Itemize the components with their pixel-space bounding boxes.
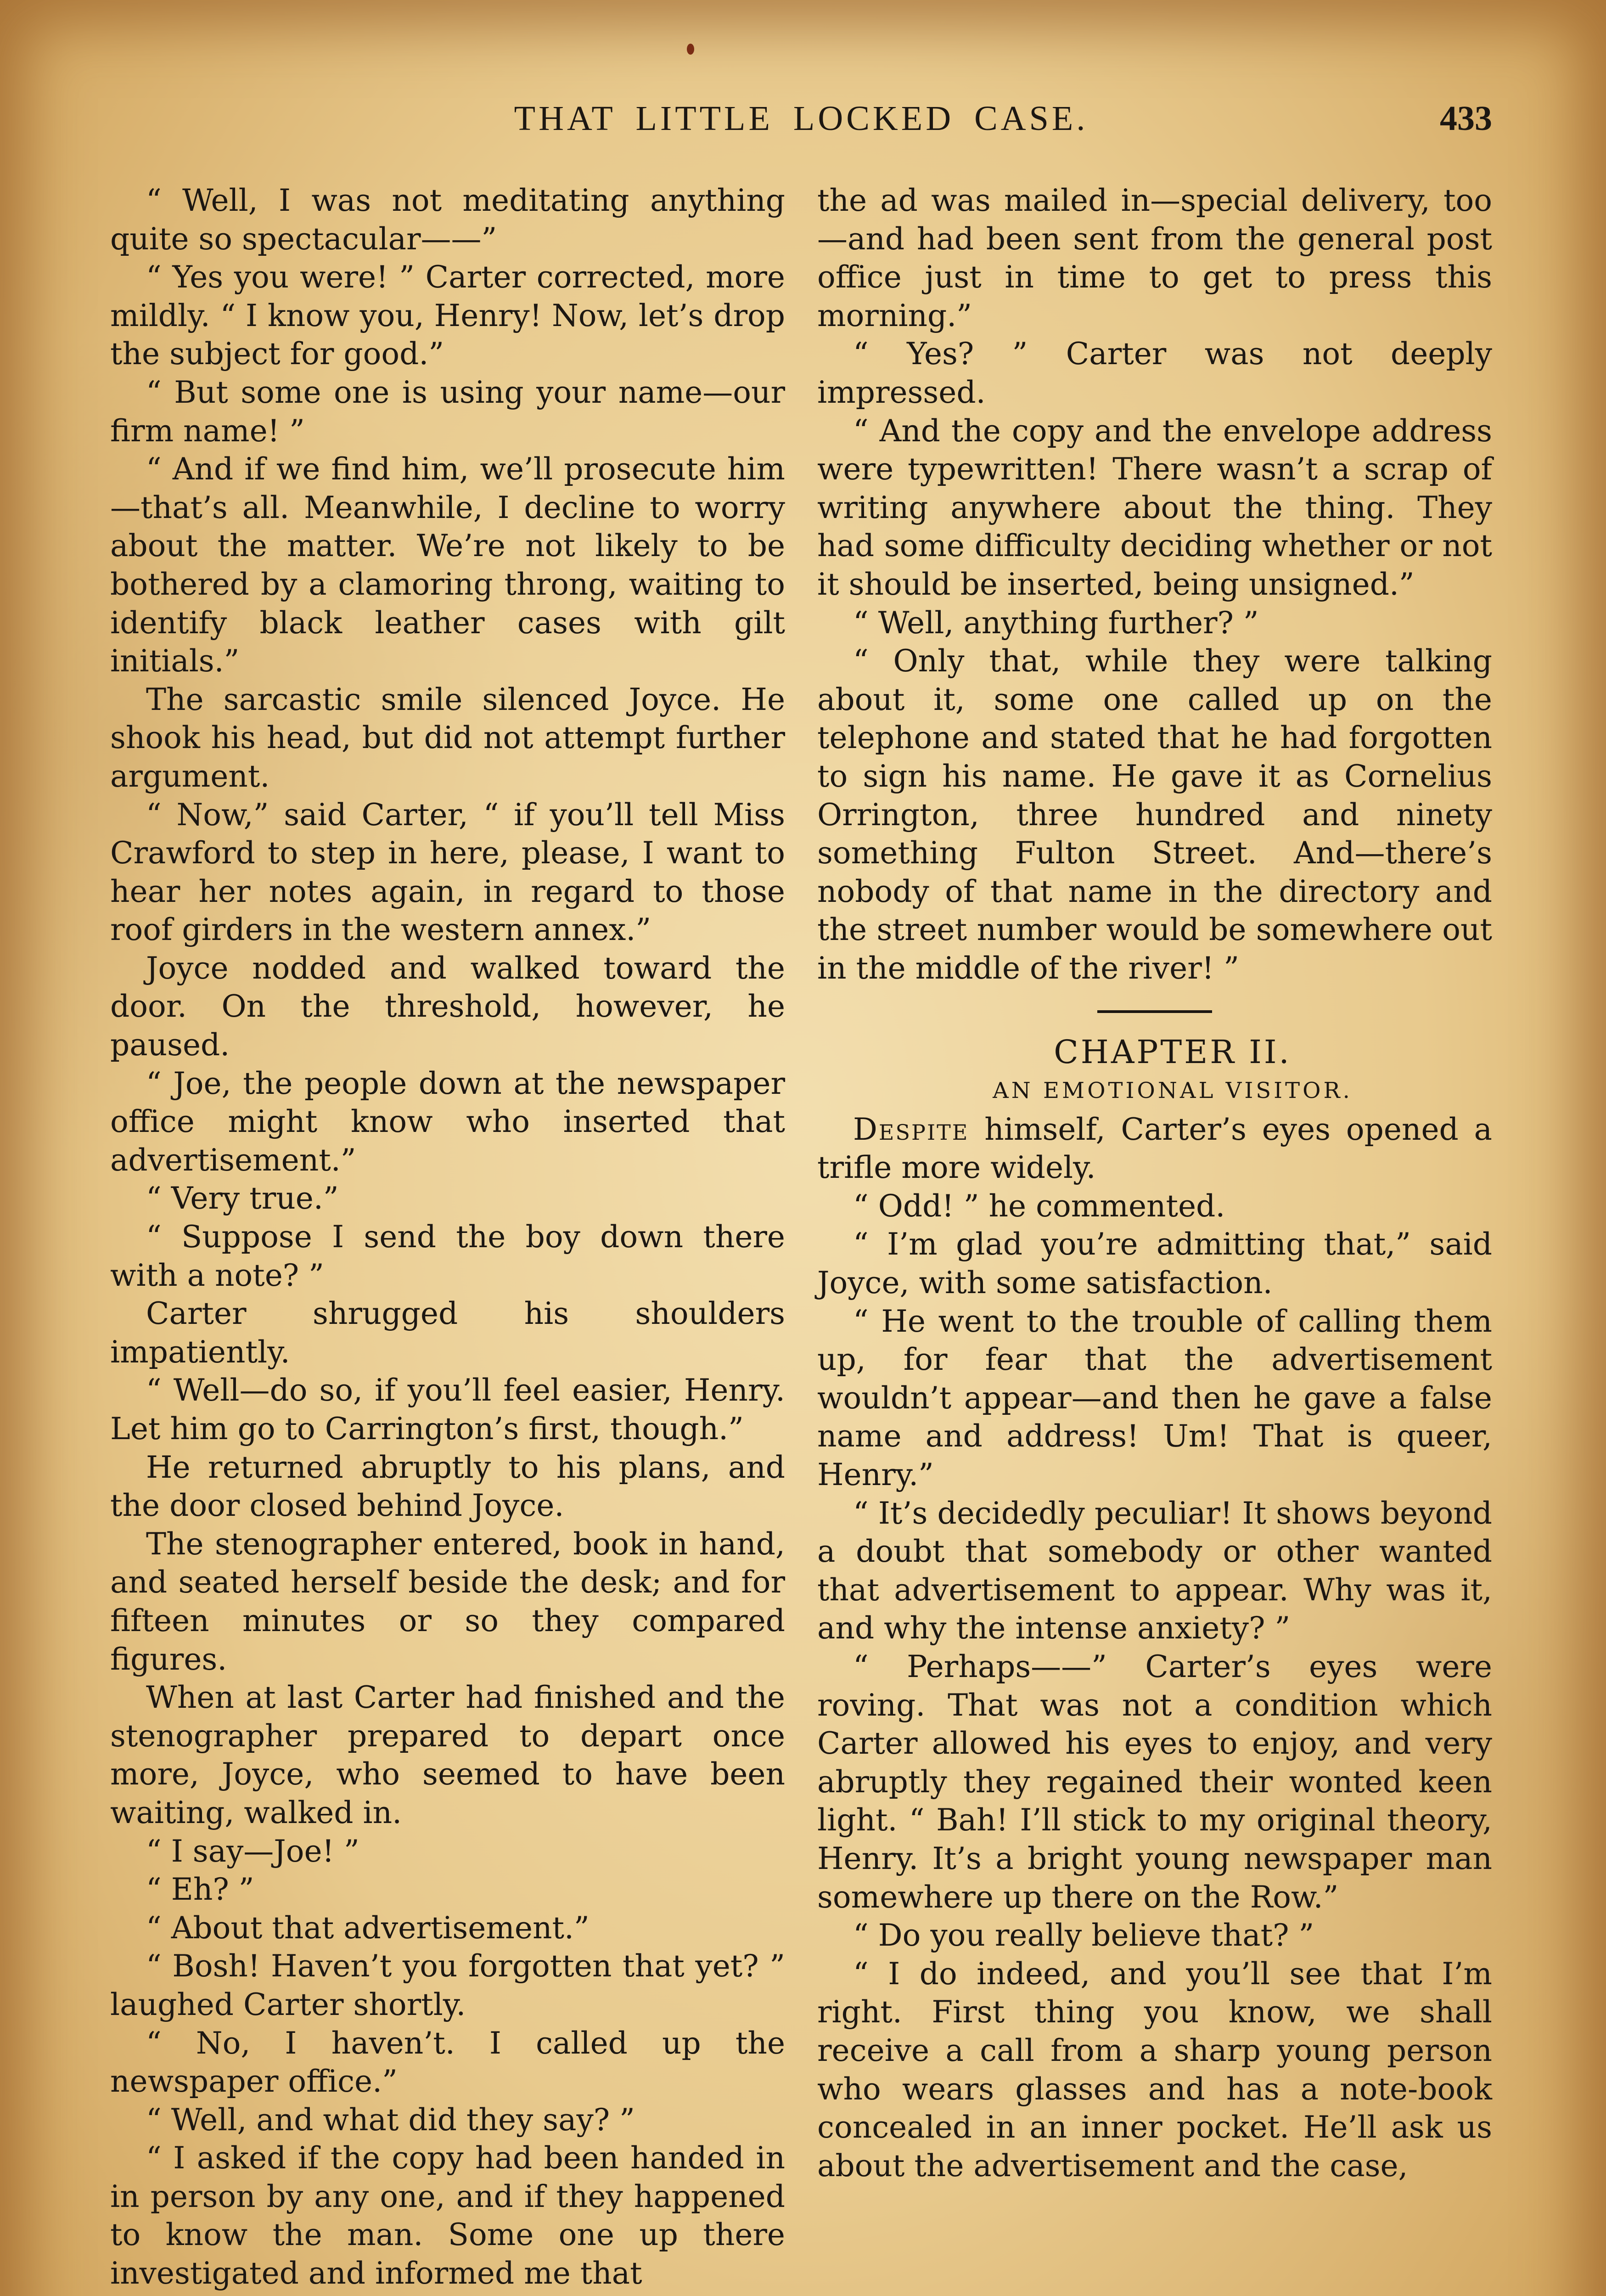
paragraph: “ Well, I was not meditating anything quite so spectacular——”	[110, 183, 785, 257]
paragraph: “ Bosh! Haven’t you forgotten that yet? ” laughed Carter shortly.	[110, 1948, 785, 2022]
chapter-opening-paragraph	[817, 1110, 1492, 1187]
paragraph: “ Now,” said Carter, “ if you’ll tell Miss Crawford to step in here, please, I want to hear her notes again, in regard to those roof girders in the western annex.”	[110, 797, 785, 948]
paragraph: “ Suppose I send the boy down there with a note? ”	[110, 1219, 785, 1293]
opening-word: Despite	[853, 1111, 969, 1147]
paragraph: The stenographer entered, book in hand, and seated herself beside the desk; and for fifteen minutes or so they compared figures.	[110, 1526, 785, 1677]
paragraph: “ Perhaps——” Carter’s eyes were roving. That was not a condition which Carter allowed his eyes to enjoy, and very abruptly they regained their wonted keen light. “ Bah! I’ll stick to my original theory, Henry. It’s a bright young newspaper man somewhere up there on the Row.”	[817, 1649, 1492, 1915]
paragraph: “ It’s decidedly peculiar! It shows beyond a doubt that somebody or other wanted that advertisement to appear. Why was it, and why the intense anxiety? ”	[817, 1495, 1492, 1646]
paragraph: “ And if we find him, we’ll prosecute him—that’s all. Meanwhile, I decline to worry about the matter. We’re not likely to be bothered by a clamoring throng, waiting to identify black leather cases with gilt initials.”	[110, 451, 785, 679]
paragraph: “ I’m glad you’re admitting that,” said Joyce, with some satisfaction.	[817, 1227, 1492, 1301]
paragraph: “ Do you really believe that? ”	[853, 1918, 1314, 1953]
paragraph: “ I asked if the copy had been handed in in person by any one, and if they happened to know the man. Some one up there investigated and informed me that	[110, 2140, 785, 2291]
left-column	[110, 181, 785, 2293]
page-header	[110, 99, 1492, 154]
paragraph: “ But some one is using your name—our firm name! ”	[110, 374, 785, 449]
paragraph: “ He went to the trouble of calling them up, for fear that the advertisement wouldn’t appear—and then he gave a false name and address! Um! That is queer, Henry.”	[817, 1303, 1492, 1492]
paragraph: Joyce nodded and walked toward the door. On the threshold, however, he paused.	[110, 950, 785, 1063]
paragraph: “ I do indeed, and you’ll see that I’m right. First thing you know, we shall receive a call from a sharp young person who wears glasses and has a note-book concealed in an inner pocket. He’ll ask us about the advertisement and the case,	[817, 1956, 1492, 2183]
chapter-subtitle: AN EMOTIONAL VISITOR.	[993, 1078, 1353, 1104]
paragraph: “ Yes? ” Carter was not deeply impressed.	[817, 336, 1492, 410]
paragraph: Carter shrugged his shoulders impatiently.	[110, 1296, 785, 1370]
paragraph: “ Odd! ” he commented.	[853, 1188, 1225, 1224]
paragraph: “ Well—do so, if you’ll feel easier, Henry. Let him go to Carrington’s first, though.”	[110, 1373, 785, 1446]
paragraph: The sarcastic smile silenced Joyce. He shook his head, but did not attempt further argument.	[110, 681, 785, 794]
paragraph: He returned abruptly to his plans, and the door closed behind Joyce.	[110, 1449, 785, 1524]
right-column	[817, 181, 1492, 2185]
paragraph: “ And the copy and the envelope address were typewritten! There wasn’t a scrap of writing anywhere about the thing. They had some difficulty deciding whether or not it should be inserted, being unsigned.”	[817, 413, 1492, 602]
section-divider	[1097, 1010, 1212, 1013]
opening-text: himself, Carter’s eyes opened a trifle more widely.	[817, 1111, 1492, 1186]
paragraph: “ Well, and what did they say? ”	[146, 2102, 635, 2138]
running-title: THAT LITTLE LOCKED CASE.	[514, 99, 1089, 138]
paragraph: “ Very true.”	[146, 1181, 339, 1216]
paragraph: “ No, I haven’t. I called up the newspaper office.”	[110, 2025, 785, 2099]
paragraph: “ I say—Joe! ”	[146, 1833, 359, 1869]
paragraph-continued: the ad was mailed in—special delivery, too—and had been sent from the general post office just in time to get to press this morning.”	[817, 183, 1492, 333]
page-number: 433	[1440, 99, 1492, 138]
paragraph: “ Yes you were! ” Carter corrected, more mildly. “ I know you, Henry! Now, let’s drop the subject for good.”	[110, 259, 785, 372]
paragraph: “ About that advertisement.”	[146, 1910, 590, 1946]
paragraph: “ Well, anything further? ”	[853, 605, 1259, 641]
chapter-heading: CHAPTER II.	[1054, 1033, 1292, 1071]
paragraph: “ Eh? ”	[146, 1872, 254, 1908]
paragraph: “ Only that, while they were talking about it, some one called up on the telephone and stated that he had forgotten to sign his name. He gave it as Cornelius Orrington, three hundred and ninety something Fulton Street. And—there’s nobody of that name in the directory and the street number would be somewhere out in the middle of the river! ”	[817, 643, 1492, 986]
paragraph: “ Joe, the people down at the newspaper office might know who inserted that advertisement.”	[110, 1065, 785, 1178]
ink-spot	[687, 44, 694, 55]
paragraph: When at last Carter had finished and the stenographer prepared to depart once more, Joyce, who seemed to have been waiting, walked in.	[110, 1680, 785, 1830]
